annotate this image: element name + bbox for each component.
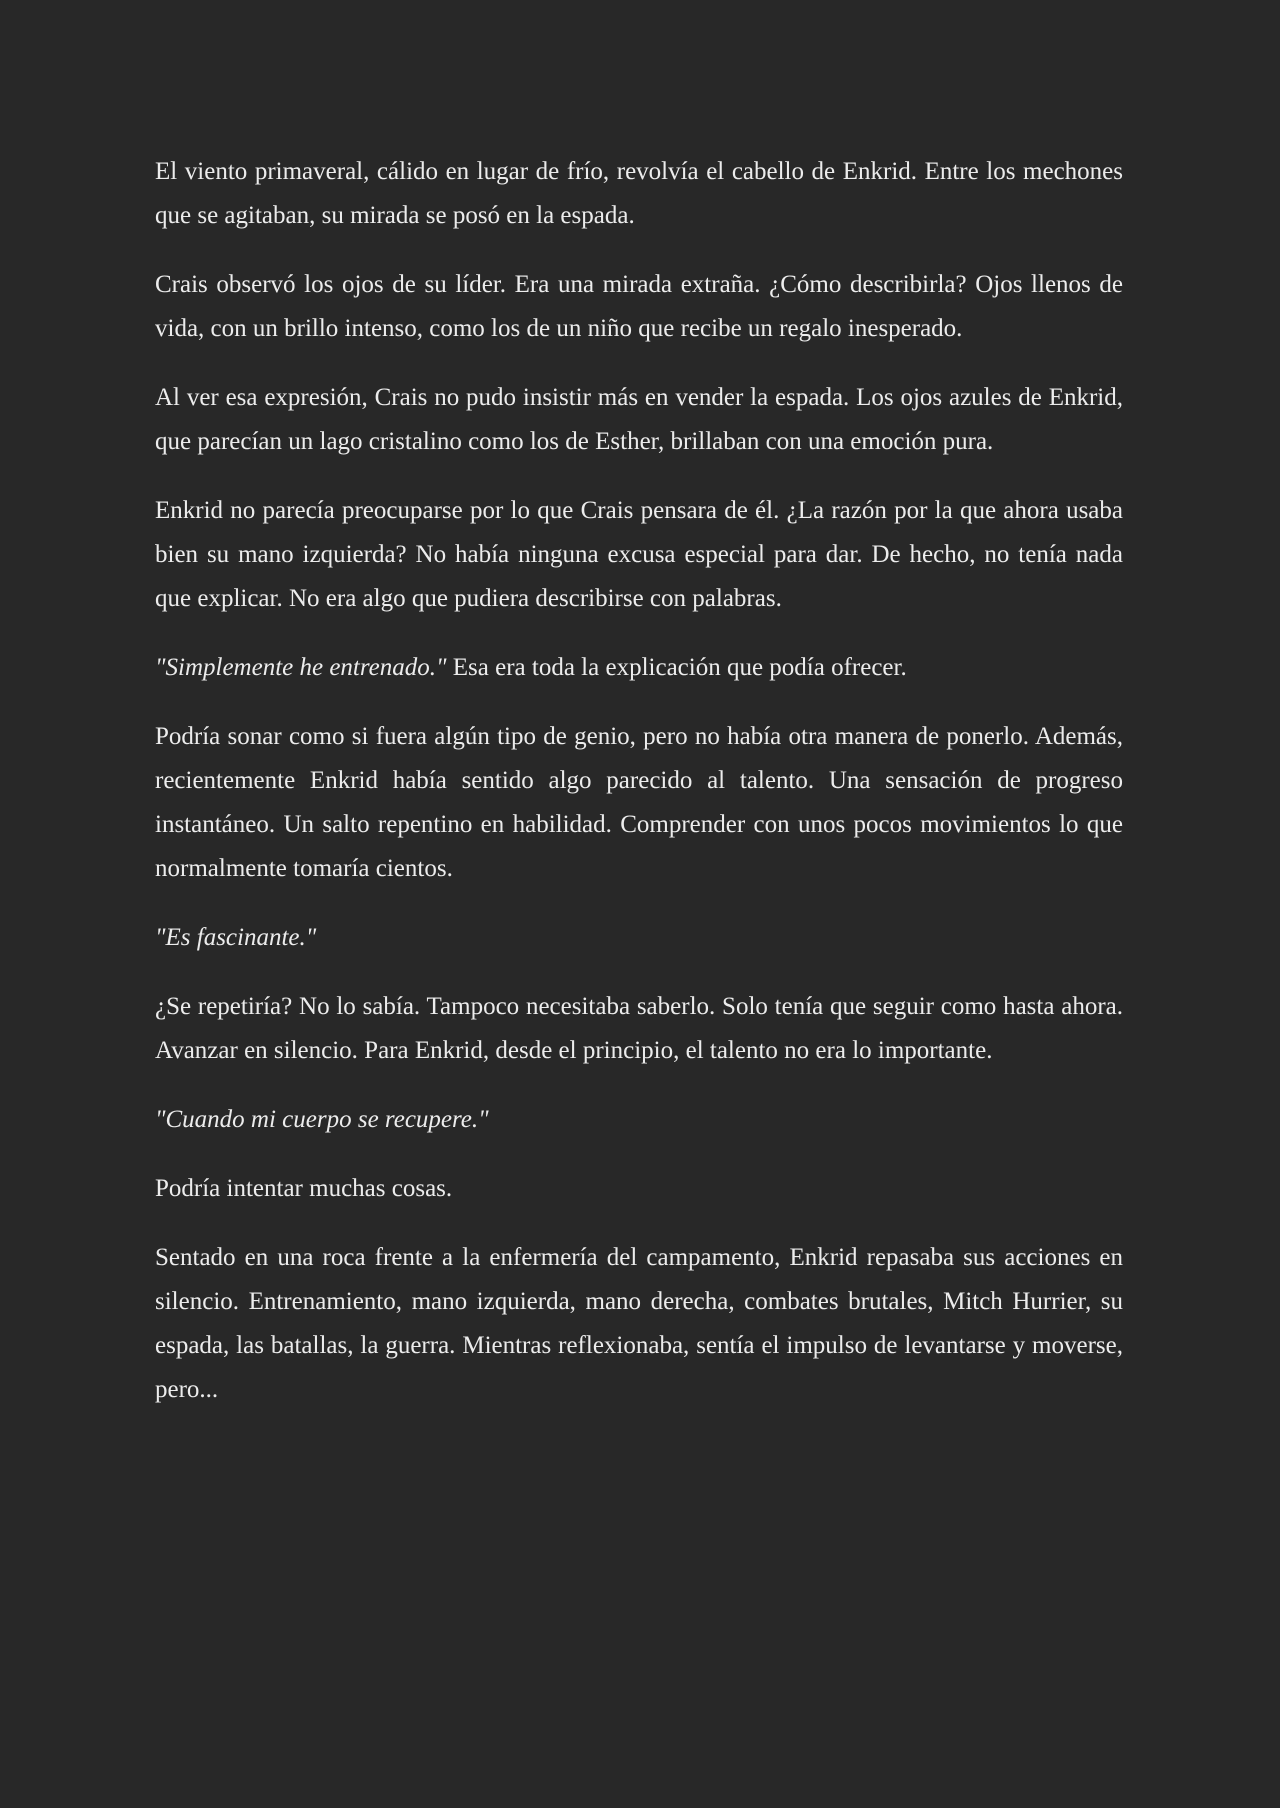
paragraph [155,646,1123,690]
paragraph: Enkrid no parecía preocuparse por lo que Crais pensara de él. ¿La razón por la que ahora usaba bien su mano izquierda? No había ninguna excusa especial para dar. De hecho, no tenía nada que explicar. No era algo que pudiera describirse con palabras. [155,497,1123,612]
paragraph: Al ver esa expresión, Crais no pudo insistir más en vender la espada. Los ojos azules de Enkrid, que parecían un lago cristalino como los de Esther, brillaban con una emoción pura. [155,384,1123,455]
paragraph: El viento primaveral, cálido en lugar de frío, revolvía el cabello de Enkrid. Entre los mechones que se agitaban, su mirada se posó en la espada. [155,158,1123,229]
dialogue-quote: "Simplemente he entrenado." [155,654,447,681]
dialogue-quote: "Cuando mi cuerpo se recupere." [155,1106,489,1133]
paragraph: Sentado en una roca frente a la enfermería del campamento, Enkrid repasaba sus acciones en silencio. Entrenamiento, mano izquierda, mano derecha, combates brutales, Mitch Hurrier, su espada, las batallas, la guerra. Mientras reflexionaba, sentía el impulso de levantarse y moverse, pero... [155,1244,1123,1403]
paragraph: ¿Se repetiría? No lo sabía. Tampoco necesitaba saberlo. Solo tenía que seguir como hasta ahora. Avanzar en silencio. Para Enkrid, desde el principio, el talento no era lo importante. [155,993,1123,1064]
chapter-text [155,150,1123,1437]
paragraph: Crais observó los ojos de su líder. Era una mirada extraña. ¿Cómo describirla? Ojos llenos de vida, con un brillo intenso, como los de un niño que recibe un regalo inesperado. [155,271,1123,342]
paragraph: Podría sonar como si fuera algún tipo de genio, pero no había otra manera de ponerlo. Además, recientemente Enkrid había sentido algo parecido al talento. Una sensación de progreso instantáneo. Un salto repentino en habilidad. Comprender con unos pocos movimientos lo que normalmente tomaría cientos. [155,723,1123,882]
dialogue-quote: "Es fascinante." [155,924,317,951]
paragraph: Podría intentar muchas cosas. [155,1175,453,1202]
paragraph-text: Esa era toda la explicación que podía ofrecer. [446,654,907,681]
